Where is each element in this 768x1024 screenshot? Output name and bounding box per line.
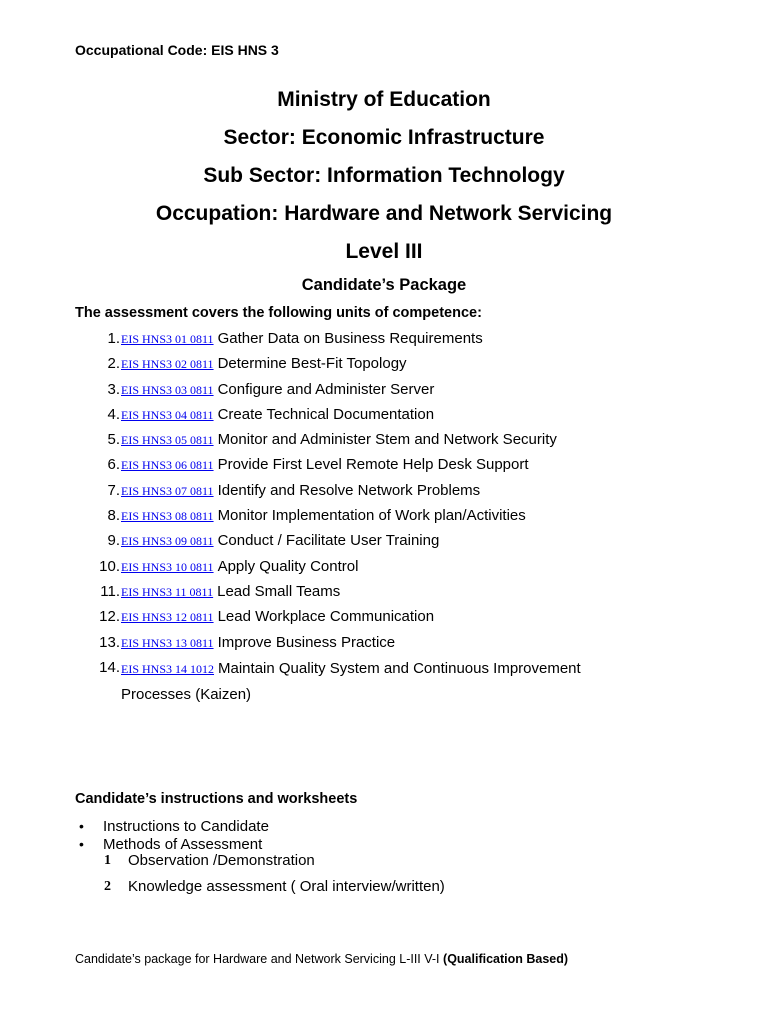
unit-title: Gather Data on Business Requirements — [217, 330, 483, 347]
unit-title: Create Technical Documentation — [217, 405, 435, 423]
unit-item — [75, 581, 695, 606]
unit-number: 12. — [99, 608, 120, 626]
units-intro: The assessment covers the following units of competence: — [75, 305, 482, 321]
unit-number: 6. — [107, 456, 120, 474]
unit-code-link[interactable]: EIS HNS3 13 0811 — [121, 635, 214, 650]
unit-title: Monitor Implementation of Work plan/Activities — [217, 507, 526, 525]
unit-number: 14. — [99, 658, 120, 676]
unit-number: 8. — [107, 507, 120, 525]
unit-title: Determine Best-Fit Topology — [217, 355, 407, 373]
unit-title: Monitor and Administer Stem and Network Security — [217, 431, 557, 449]
unit-code-link[interactable]: EIS HNS3 05 0811 — [121, 433, 214, 448]
unit-number: 5. — [107, 431, 120, 449]
title-block — [0, 84, 768, 274]
occupational-code: Occupational Code: EIS HNS 3 — [75, 42, 279, 58]
unit-code-link[interactable]: EIS HNS3 12 0811 — [121, 610, 214, 625]
unit-number: 10. — [99, 557, 120, 575]
footer-bold: (Qualification Based) — [443, 952, 569, 966]
unit-number: 7. — [107, 481, 120, 499]
unit-title: Identify and Resolve Network Problems — [217, 481, 481, 499]
instructions-title: Candidate’s instructions and worksheets — [75, 791, 358, 807]
unit-title: Maintain Quality System and Continuous Improvement Processes (Kaizen) — [121, 659, 581, 704]
unit-item — [75, 556, 695, 581]
unit-code-link[interactable]: EIS HNS3 04 0811 — [121, 407, 214, 422]
unit-title: Lead Workplace Communication — [217, 608, 435, 626]
unit-number: 13. — [99, 633, 120, 651]
unit-item — [75, 606, 695, 631]
unit-title: Lead Small Teams — [217, 582, 341, 600]
method-number: 1 — [104, 853, 111, 868]
unit-code-link[interactable]: EIS HNS3 08 0811 — [121, 509, 214, 524]
unit-code-link[interactable]: EIS HNS3 07 0811 — [121, 483, 214, 498]
footer-text: Candidate’s package for Hardware and Network Servicing L-III V-I — [75, 952, 440, 966]
unit-code-link[interactable]: EIS HNS3 02 0811 — [121, 357, 214, 372]
unit-number: 11. — [100, 582, 120, 600]
unit-item — [75, 530, 695, 555]
unit-title: Provide First Level Remote Help Desk Support — [217, 456, 529, 474]
unit-code-link[interactable]: EIS HNS3 06 0811 — [121, 458, 214, 473]
unit-item — [75, 632, 695, 657]
unit-title: Apply Quality Control — [217, 557, 359, 575]
occupation-title: Occupation: Hardware and Network Servicing — [155, 202, 613, 225]
unit-item — [75, 379, 695, 404]
sub-sector-title: Sub Sector: Information Technology — [203, 164, 565, 187]
unit-number: 2. — [107, 355, 120, 373]
method-text: Observation /Demonstration — [128, 852, 315, 869]
method-number: 2 — [104, 879, 111, 894]
unit-code-link[interactable]: EIS HNS3 11 0811 — [121, 584, 214, 599]
page-footer — [75, 952, 568, 966]
unit-code-link[interactable]: EIS HNS3 10 0811 — [121, 559, 214, 574]
bullet-item: • Methods of Assessment — [75, 836, 269, 854]
unit-item — [75, 353, 695, 378]
unit-item — [75, 404, 695, 429]
unit-number: 9. — [107, 532, 120, 550]
units-list — [75, 328, 695, 709]
package-title: Candidate’s Package — [301, 276, 467, 294]
unit-title: Conduct / Facilitate User Training — [217, 532, 440, 550]
unit-item — [75, 505, 695, 530]
unit-number: 3. — [107, 380, 120, 398]
unit-code-link[interactable]: EIS HNS3 03 0811 — [121, 382, 214, 397]
unit-item — [75, 657, 695, 709]
unit-item — [75, 328, 695, 353]
unit-title: Configure and Administer Server — [217, 380, 435, 398]
method-text: Knowledge assessment ( Oral interview/written) — [128, 878, 445, 895]
level-title: Level III — [345, 240, 423, 263]
unit-item — [75, 454, 695, 479]
unit-item — [75, 480, 695, 505]
unit-number: 1. — [107, 330, 120, 347]
unit-code-link[interactable]: EIS HNS3 01 0811 — [121, 332, 214, 346]
unit-title: Improve Business Practice — [217, 633, 396, 651]
unit-item — [75, 429, 695, 454]
unit-code-link[interactable]: EIS HNS3 14 1012 — [121, 661, 215, 676]
unit-number: 4. — [107, 405, 120, 423]
unit-code-link[interactable]: EIS HNS3 09 0811 — [121, 534, 214, 549]
sector-title: Sector: Economic Infrastructure — [223, 126, 545, 149]
instructions-bullets — [75, 818, 269, 853]
bullet-item: • Instructions to Candidate — [75, 818, 269, 836]
ministry-title: Ministry of Education — [277, 88, 491, 111]
